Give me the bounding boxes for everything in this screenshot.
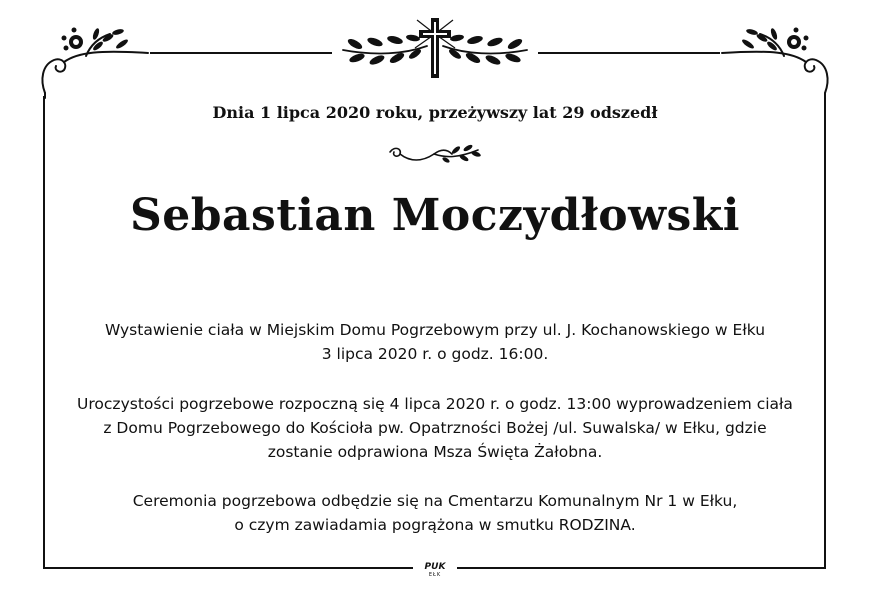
- paragraph-line: zostanie odprawiona Msza Święta Żałobna.: [267, 443, 603, 461]
- paragraph-line: 3 lipca 2020 r. o godz. 16:00.: [321, 345, 549, 363]
- paragraph-line: z Domu Pogrzebowego do Kościoła pw. Opatrzności Bożej /ul. Suwalska/ w Ełku, gdzie: [103, 419, 767, 437]
- floral-swirl-icon: [720, 20, 832, 100]
- burial-paragraph: [40, 489, 830, 537]
- cross-with-branches-icon: [335, 14, 535, 80]
- paragraph-line: o czym zawiadamia pogrążona w smutku RODZINA.: [234, 516, 636, 534]
- paragraph-line: Uroczystości pogrzebowe rozpoczną się 4 lipca 2020 r. o godz. 13:00 wyprowadzeniem ciała: [77, 395, 793, 413]
- frame-bottom-left-line: [43, 567, 413, 569]
- paragraph-line: Wystawienie ciała w Miejskim Domu Pogrzebowym przy ul. J. Kochanowskiego w Ełku: [104, 321, 766, 339]
- frame-bottom-right-line: [457, 567, 826, 569]
- ceremony-paragraph: [40, 392, 830, 464]
- leaf-swirl-divider-icon: [386, 142, 484, 168]
- puk-logo: [416, 562, 454, 578]
- frame-top-right-line: [538, 52, 720, 54]
- viewing-paragraph: [40, 318, 830, 366]
- obituary-headline: Dnia 1 lipca 2020 roku, przeżywszy lat 29 odszedł: [212, 103, 658, 122]
- deceased-name: Sebastian Moczydłowski: [130, 190, 740, 241]
- floral-swirl-icon: [38, 20, 150, 100]
- paragraph-line: Ceremonia pogrzebowa odbędzie się na Cmentarzu Komunalnym Nr 1 w Ełku,: [132, 492, 738, 510]
- frame-top-left-line: [150, 52, 332, 54]
- logo-main-text: PUK: [424, 562, 446, 572]
- logo-sub-text: EŁK: [428, 572, 442, 578]
